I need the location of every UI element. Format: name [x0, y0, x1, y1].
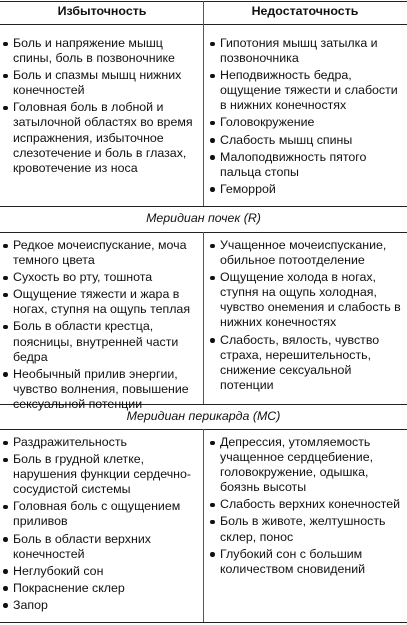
table-bottom-rule	[0, 622, 407, 623]
column-divider	[203, 1, 204, 206]
list-item: Неподвижность бедра, ощущение тяжести и слабости в нижних конечностях	[207, 68, 405, 113]
excess-list	[0, 238, 197, 414]
deficiency-list	[207, 435, 405, 579]
list-item: Головная боль в лобной и затылочной областях во время испражнения, избыточное слезотечение и боль в глазах, кровотечение из носа	[0, 100, 197, 175]
section-title-pericardium: Меридиан перикарда (MC)	[126, 409, 281, 423]
list-item: Депрессия, утомляемость учащенное сердцебиение, головокружение, одышка, боязнь высоты	[207, 435, 405, 495]
list-item: Головокружение	[207, 115, 405, 130]
section-title-kidney: Меридиан почек (R)	[146, 211, 261, 225]
list-item: Боль и спазмы мышц нижних конечностей	[0, 68, 197, 98]
list-item: Слабость, вялость, чувство страха, нерешительность, снижение сексуальной потенции	[207, 333, 405, 393]
list-item: Геморрой	[207, 182, 405, 197]
list-item: Слабость мышц спины	[207, 133, 405, 148]
column-header-excess: Избыточность	[57, 4, 147, 18]
section-rule	[0, 206, 407, 207]
list-item: Боль в грудной клетке, нарушения функции сердечно-сосудистой системы	[0, 452, 197, 497]
list-item: Запор	[0, 598, 197, 613]
list-item: Глубокий сон с большим количеством сновидений	[207, 547, 405, 577]
list-item: Редкое мочеиспускание, моча темного цвета	[0, 238, 197, 268]
deficiency-list	[207, 238, 405, 395]
list-item: Учащенное мочеиспускание, обильное потоотделение	[207, 238, 405, 268]
list-item: Боль в животе, желтушность склер, понос	[207, 514, 405, 544]
list-item: Боль и напряжение мышц спины, боль в позвоночнике	[0, 36, 197, 66]
list-item: Малоподвижность пятого пальца стопы	[207, 150, 405, 180]
column-divider	[203, 429, 204, 622]
list-item: Ощущение холода в ногах, ступня на ощупь холодная, чувство онемения и слабость в нижних конечностях	[207, 270, 405, 330]
list-item: Гипотония мышц затылка и позвоночника	[207, 36, 405, 66]
deficiency-list	[207, 36, 405, 199]
list-item: Боль в области верхних конечностей	[0, 532, 197, 562]
list-item: Слабость верхних конечностей	[207, 497, 405, 512]
excess-list	[0, 36, 197, 178]
list-item: Ощущение тяжести и жара в ногах, ступня на ощупь теплая	[0, 287, 197, 317]
list-item: Покраснение склер	[0, 581, 197, 596]
column-header-deficiency: Недостаточность	[251, 4, 359, 18]
list-item: Неглубокий сон	[0, 564, 197, 579]
excess-list	[0, 435, 197, 615]
list-item: Раздражительность	[0, 435, 197, 450]
list-item: Головная боль с ощущением приливов	[0, 499, 197, 529]
list-item: Боль в области крестца, поясницы, внутренней части бедра	[0, 319, 197, 364]
column-divider	[203, 232, 204, 404]
list-item: Сухость во рту, тошнота	[0, 270, 197, 285]
list-item: Необычный прилив энергии, чувство волнения, повышение сексуальной потенции	[0, 367, 197, 412]
